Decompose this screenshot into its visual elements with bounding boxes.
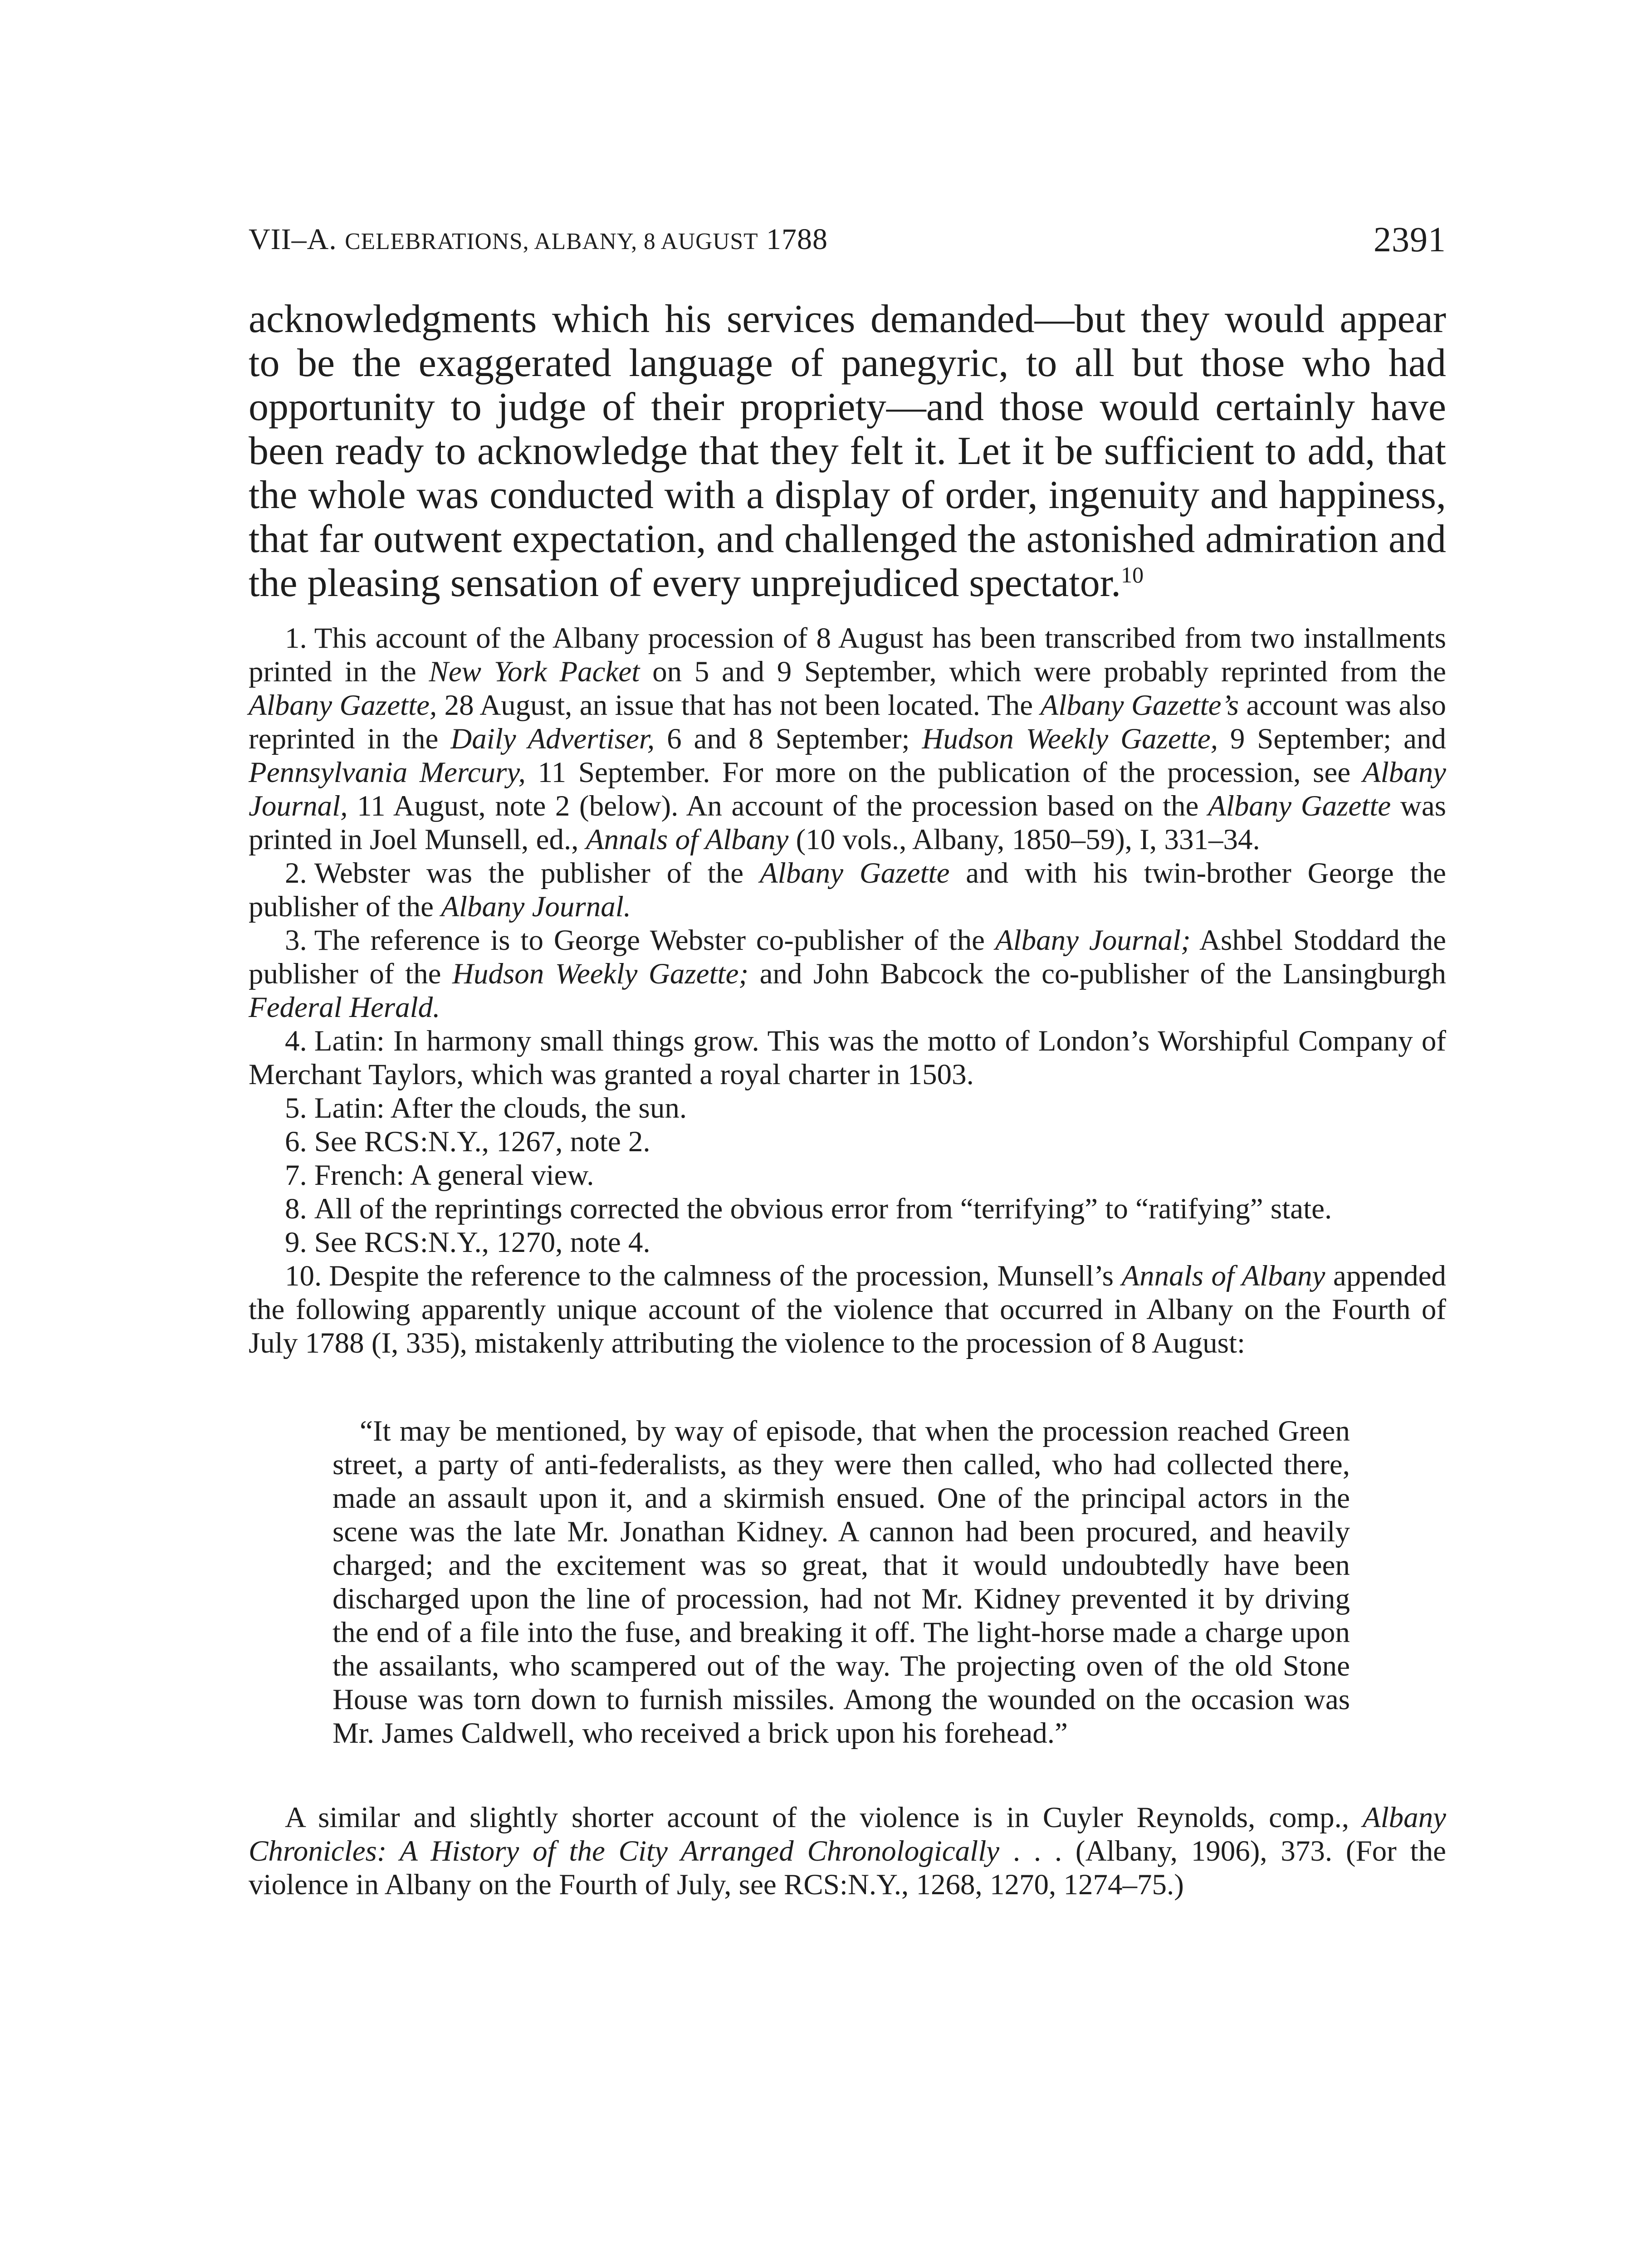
footnote-number: 7. <box>285 1159 307 1192</box>
footnote-number: 2. <box>285 857 307 890</box>
publication-title: Albany Gazette’s <box>1040 689 1239 722</box>
footnote-text: See RCS:N.Y., 1270, note 4. <box>314 1226 650 1259</box>
footnote-text: appended the following apparently unique account of the violence that occurred in Albany on the Fourth of July 1788 (I, 335), mistakenly attributing the violence to the procession of 8 August: <box>249 1260 1447 1359</box>
publication-title: Albany Journal. <box>441 890 631 923</box>
footnote-5 <box>249 1091 1446 1125</box>
footnote-number: 6. <box>285 1125 307 1158</box>
footnotes <box>249 621 1446 1901</box>
page-number: 2391 <box>1374 220 1446 259</box>
footnote-number: 1. <box>285 622 307 655</box>
footnote-text: . . . (Albany, 1906), 373. (For the violence in Albany on the Fourth of July, see RCS:N.Y., 1268, 1270, 1274–75.) <box>249 1835 1446 1901</box>
publication-title: New York Packet <box>429 655 640 688</box>
footnote-7 <box>249 1158 1446 1192</box>
publication-title: Annals of Albany <box>1121 1260 1325 1292</box>
footnote-1 <box>249 621 1446 856</box>
footnote-text: The reference is to George Webster co-publisher of the <box>314 924 985 957</box>
footnote-number: 4. <box>285 1025 307 1057</box>
publication-title: Albany Journal; <box>995 924 1191 957</box>
footnote-text: 11 September. For more on the publication of the procession, see <box>538 756 1351 789</box>
footnote-text: All of the reprintings corrected the obvious error from “terrifying” to “ratifying” state. <box>314 1193 1332 1225</box>
footnote-4 <box>249 1024 1446 1091</box>
footnote-text: French: A general view. <box>314 1159 594 1192</box>
footnote-number: 9. <box>285 1226 307 1259</box>
publication-title: Albany Gazette, <box>249 689 437 722</box>
running-head-prefix: VII–A. <box>249 223 337 256</box>
footnote-text: (10 vols., Albany, 1850–59), I, 331–34. <box>796 823 1260 856</box>
publication-title: Annals of Albany <box>586 823 789 856</box>
running-head-section: CELEBRATIONS, ALBANY, 8 AUGUST <box>345 229 758 254</box>
footnote-text: and with his twin-brother George the publisher of the <box>249 857 1446 923</box>
footnote-number: 3. <box>285 924 307 957</box>
footnote-10-continuation <box>249 1801 1446 1901</box>
footnote-text: 9 September; and <box>1230 723 1447 755</box>
running-head <box>249 217 1446 262</box>
body-text: acknowledgments which his services demanded—but they would appear to be the exaggerated language of panegyric, to all but those who had opportunity to judge of their propriety—and those would certainly have been ready to acknowledge that they felt it. Let it be sufficient to add, that the whole was conducted with a display of order, ingenuity and happiness, that far outwent expectation, and challenged the astonished admiration and the pleasing sensation of every unprejudiced spectator. <box>249 297 1446 605</box>
running-head-title <box>249 217 828 264</box>
footnote-number: 10. <box>285 1260 322 1292</box>
publication-title: Daily Advertiser, <box>450 723 655 755</box>
footnote-text: on 5 and 9 September, which were probably reprinted from the <box>652 655 1447 688</box>
footnote-3 <box>249 924 1446 1024</box>
note-reference-10[interactable]: 10 <box>1121 562 1144 587</box>
footnote-8 <box>249 1192 1446 1226</box>
publication-title: Hudson Weekly Gazette; <box>452 958 749 990</box>
footnote-text: Despite the reference to the calmness of the procession, Munsell’s <box>329 1260 1114 1292</box>
publication-title: Federal Herald. <box>249 991 440 1024</box>
footnote-text: Webster was the publisher of the <box>314 857 744 890</box>
publication-title: Albany Gazette <box>759 857 950 890</box>
publication-title: Albany Chronicles: A History of the City Arranged Chronologically <box>249 1801 1447 1867</box>
footnote-text: 28 August, an issue that has not been located. The <box>444 689 1033 722</box>
running-head-year: 1788 <box>766 223 828 256</box>
footnote-text: Latin: In harmony small things grow. This was the motto of London’s Worshipful Company of Merchant Taylors, which was granted a royal charter in 1503. <box>249 1025 1446 1091</box>
footnote-text: Latin: After the clouds, the sun. <box>314 1092 687 1124</box>
footnote-2 <box>249 856 1446 924</box>
publication-title: Hudson Weekly Gazette, <box>922 723 1218 755</box>
footnote-9 <box>249 1226 1446 1259</box>
publication-title: Pennsylvania Mercury, <box>249 756 526 789</box>
footnote-text: account was also reprinted in the <box>249 689 1447 755</box>
footnote-6 <box>249 1125 1446 1158</box>
footnote-text: This account of the Albany procession of 8 August has been transcribed from two installments printed in the <box>249 622 1446 688</box>
footnote-text: Ashbel Stoddard the publisher of the <box>249 924 1447 990</box>
publication-title: Albany Journal, <box>249 756 1446 822</box>
block-quote: “It may be mentioned, by way of episode, that when the procession reached Green street, a party of anti-federalists, as they were then called, who had collected there, made an assault upon it, and a skirmish ensued. One of the principal actors in the scene was the late Mr. Jonathan Kidney. A cannon had been procured, and heavily charged; and the excitement was so great, that it would undoubtedly have been discharged upon the line of procession, had not Mr. Kidney prevented it by driving the end of a file into the fuse, and breaking it off. The light-horse made a charge upon the assailants, who scampered out of the way. The projecting oven of the old Stone House was torn down to furnish missiles. Among the wounded on the occasion was Mr. James Caldwell, who received a brick upon his forehead.” <box>332 1415 1350 1750</box>
footnote-text: 11 August, note 2 (below). An account of the procession based on the <box>357 790 1199 822</box>
footnote-text: was printed in Joel Munsell, ed., <box>249 790 1446 856</box>
footnote-text: and John Babcock the co-publisher of the Lansingburgh <box>759 958 1447 990</box>
document-page <box>249 0 1446 2268</box>
footnote-text: A similar and slightly shorter account of the violence is in Cuyler Reynolds, comp., <box>285 1801 1349 1834</box>
footnote-number: 5. <box>285 1092 307 1124</box>
publication-title: Albany Gazette <box>1208 790 1391 822</box>
footnote-number: 8. <box>285 1193 307 1225</box>
footnote-text: 6 and 8 September; <box>667 723 910 755</box>
body-paragraph <box>249 297 1446 605</box>
footnote-text: See RCS:N.Y., 1267, note 2. <box>314 1125 650 1158</box>
footnote-10 <box>249 1259 1446 1360</box>
